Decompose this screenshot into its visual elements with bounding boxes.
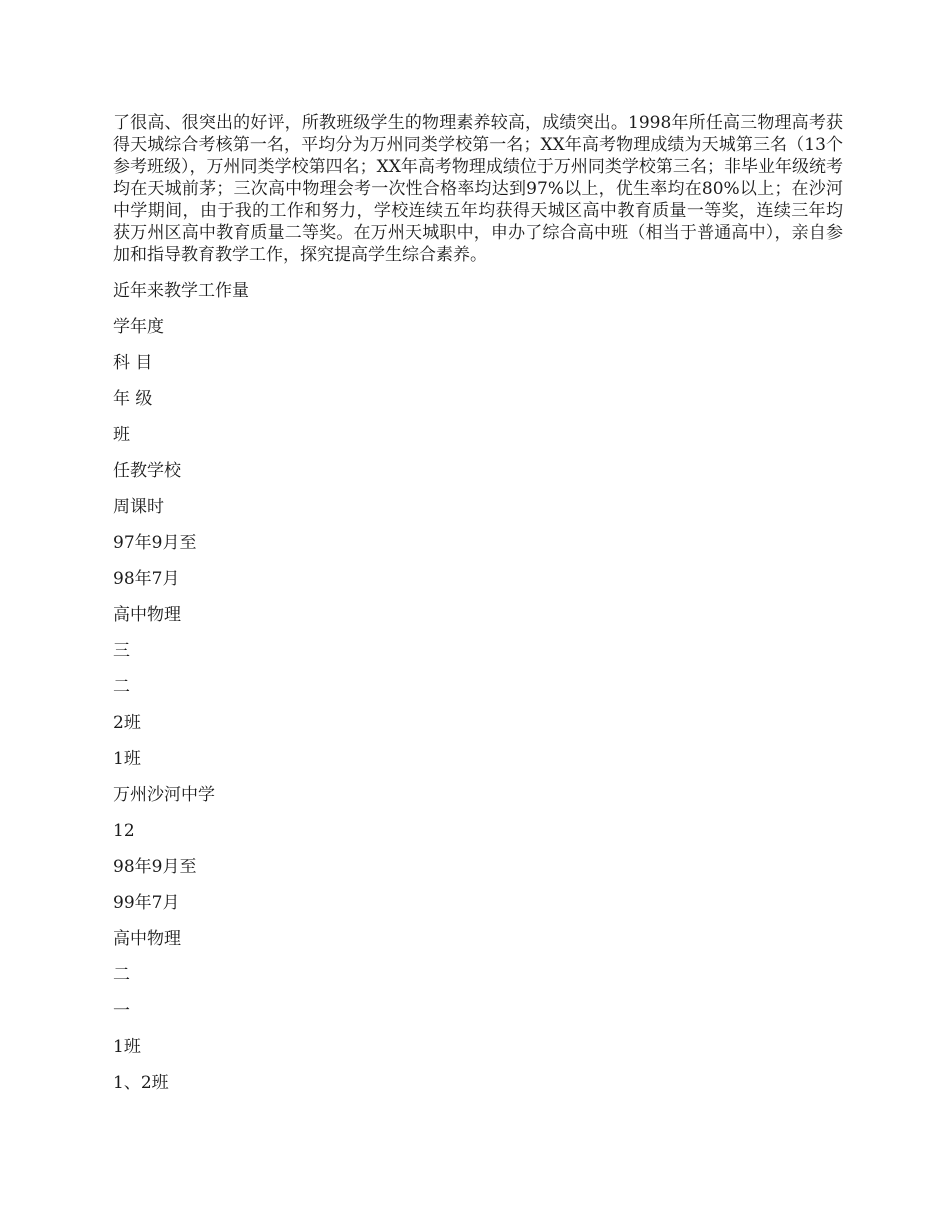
row2-class-a: 1班	[113, 1037, 141, 1057]
row2-period-end: 99年7月	[113, 893, 180, 913]
intro-paragraph: 了很高、很突出的好评，所教班级学生的物理素养较高，成绩突出。1998年所任高三物理高考获得天城综合考核第一名，平均分为万州同类学校第一名；XX年高考物理成绩为天城第三名（13个参考班级），万州同类学校第四名；XX年高考物理成绩位于万州同类学校第三名；非毕业年级统考均在天城前茅；三次高中物理会考一次性合格率均达到97%以上，优生率均在80%以上；在沙河中学期间，由于我的工作和努力，学校连续五年均获得天城区高中教育质量一等奖，连续三年均获万州区高中教育质量二等奖。在万州天城职中，申办了综合高中班（相当于普通高中），亲自参加和指导教育教学工作，探究提高学生综合素养。	[113, 113, 843, 265]
row1-grade-a: 三	[113, 641, 130, 661]
header-academic-year: 学年度	[113, 317, 164, 337]
header-weekly-hours: 周课时	[113, 497, 164, 517]
row2-grade-a: 二	[113, 965, 130, 985]
header-subject: 科 目	[113, 353, 153, 373]
header-class: 班	[113, 425, 130, 445]
row1-grade-b: 二	[113, 677, 130, 697]
row1-period-start: 97年9月至	[113, 533, 197, 553]
row2-period-start: 98年9月至	[113, 857, 197, 877]
row2-grade-b: 一	[113, 1001, 130, 1021]
header-school: 任教学校	[113, 461, 181, 481]
header-grade: 年 级	[113, 389, 153, 409]
row1-class-b: 1班	[113, 749, 141, 769]
row2-class-b: 1、2班	[113, 1073, 169, 1093]
row1-hours: 12	[113, 821, 135, 841]
row1-period-end: 98年7月	[113, 569, 180, 589]
document-page	[113, 112, 843, 1094]
row1-subject: 高中物理	[113, 605, 181, 625]
row2-subject: 高中物理	[113, 929, 181, 949]
section-title: 近年来教学工作量	[113, 281, 249, 301]
row1-school: 万州沙河中学	[113, 785, 215, 805]
row1-class-a: 2班	[113, 713, 141, 733]
